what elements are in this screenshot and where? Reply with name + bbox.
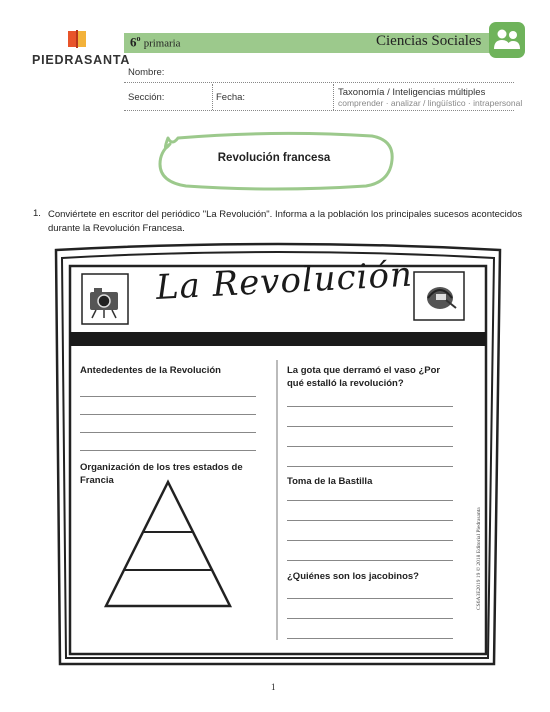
writing-line[interactable] — [287, 446, 453, 447]
divider — [212, 84, 213, 110]
date-label: Fecha: — [216, 92, 246, 103]
writing-line[interactable] — [80, 414, 256, 415]
instruction-text: Conviértete en escritor del periódico "La Revolución". Informa a la población los principales sucesos acontecidos durante la Revolución Francesa. — [48, 209, 523, 234]
subject-title: Ciencias Sociales — [376, 33, 482, 49]
section-line — [124, 110, 514, 111]
section-label: Sección: — [128, 92, 165, 103]
writing-line[interactable] — [287, 540, 453, 541]
writing-line[interactable] — [287, 500, 453, 501]
writing-line[interactable] — [80, 432, 256, 433]
brand-name: PIEDRASANTA — [32, 53, 131, 67]
newspaper-masthead: La Revolución — [154, 254, 414, 308]
name-line[interactable] — [124, 82, 514, 83]
book-logo-icon — [66, 28, 90, 52]
writing-line[interactable] — [287, 638, 453, 639]
students-badge — [489, 22, 525, 58]
reporter-icon — [420, 278, 460, 318]
taxonomy-detail: comprender · analizar / lingüístico · intrapersonal — [338, 98, 523, 108]
writing-line[interactable] — [80, 396, 256, 397]
writing-line[interactable] — [287, 520, 453, 521]
students-icon — [489, 22, 525, 58]
page-number: 1 — [271, 682, 276, 692]
instruction-number: 1. — [33, 208, 41, 219]
writing-line[interactable] — [287, 426, 453, 427]
writing-line[interactable] — [287, 406, 453, 407]
copyright-code: CS6A3E2019 19 © 2018 Editorial Piedrasanta — [476, 507, 482, 610]
section-title-trigger: La gota que derramó el vaso ¿Por qué estalló la revolución? — [287, 365, 441, 389]
divider — [333, 84, 334, 110]
name-label: Nombre: — [128, 67, 165, 78]
worksheet-title: Revolución francesa — [217, 152, 331, 164]
section-title-antecedents: Antededentes de la Revolución — [80, 365, 221, 376]
section-title-bastille: Toma de la Bastilla — [287, 476, 373, 487]
writing-line[interactable] — [287, 598, 453, 599]
section-title-estates: Organización de los tres estados de Francia — [80, 462, 243, 486]
writing-line[interactable] — [287, 560, 453, 561]
writing-line[interactable] — [287, 466, 453, 467]
taxonomy-label: Taxonomía / Inteligencias múltiples — [338, 87, 486, 98]
camera-icon — [84, 280, 124, 320]
writing-line[interactable] — [80, 450, 256, 451]
writing-line[interactable] — [287, 618, 453, 619]
section-title-jacobins: ¿Quiénes son los jacobinos? — [287, 571, 419, 582]
grade-label: 6$^o$ primaria — [130, 34, 181, 50]
publisher-logo — [32, 28, 131, 68]
